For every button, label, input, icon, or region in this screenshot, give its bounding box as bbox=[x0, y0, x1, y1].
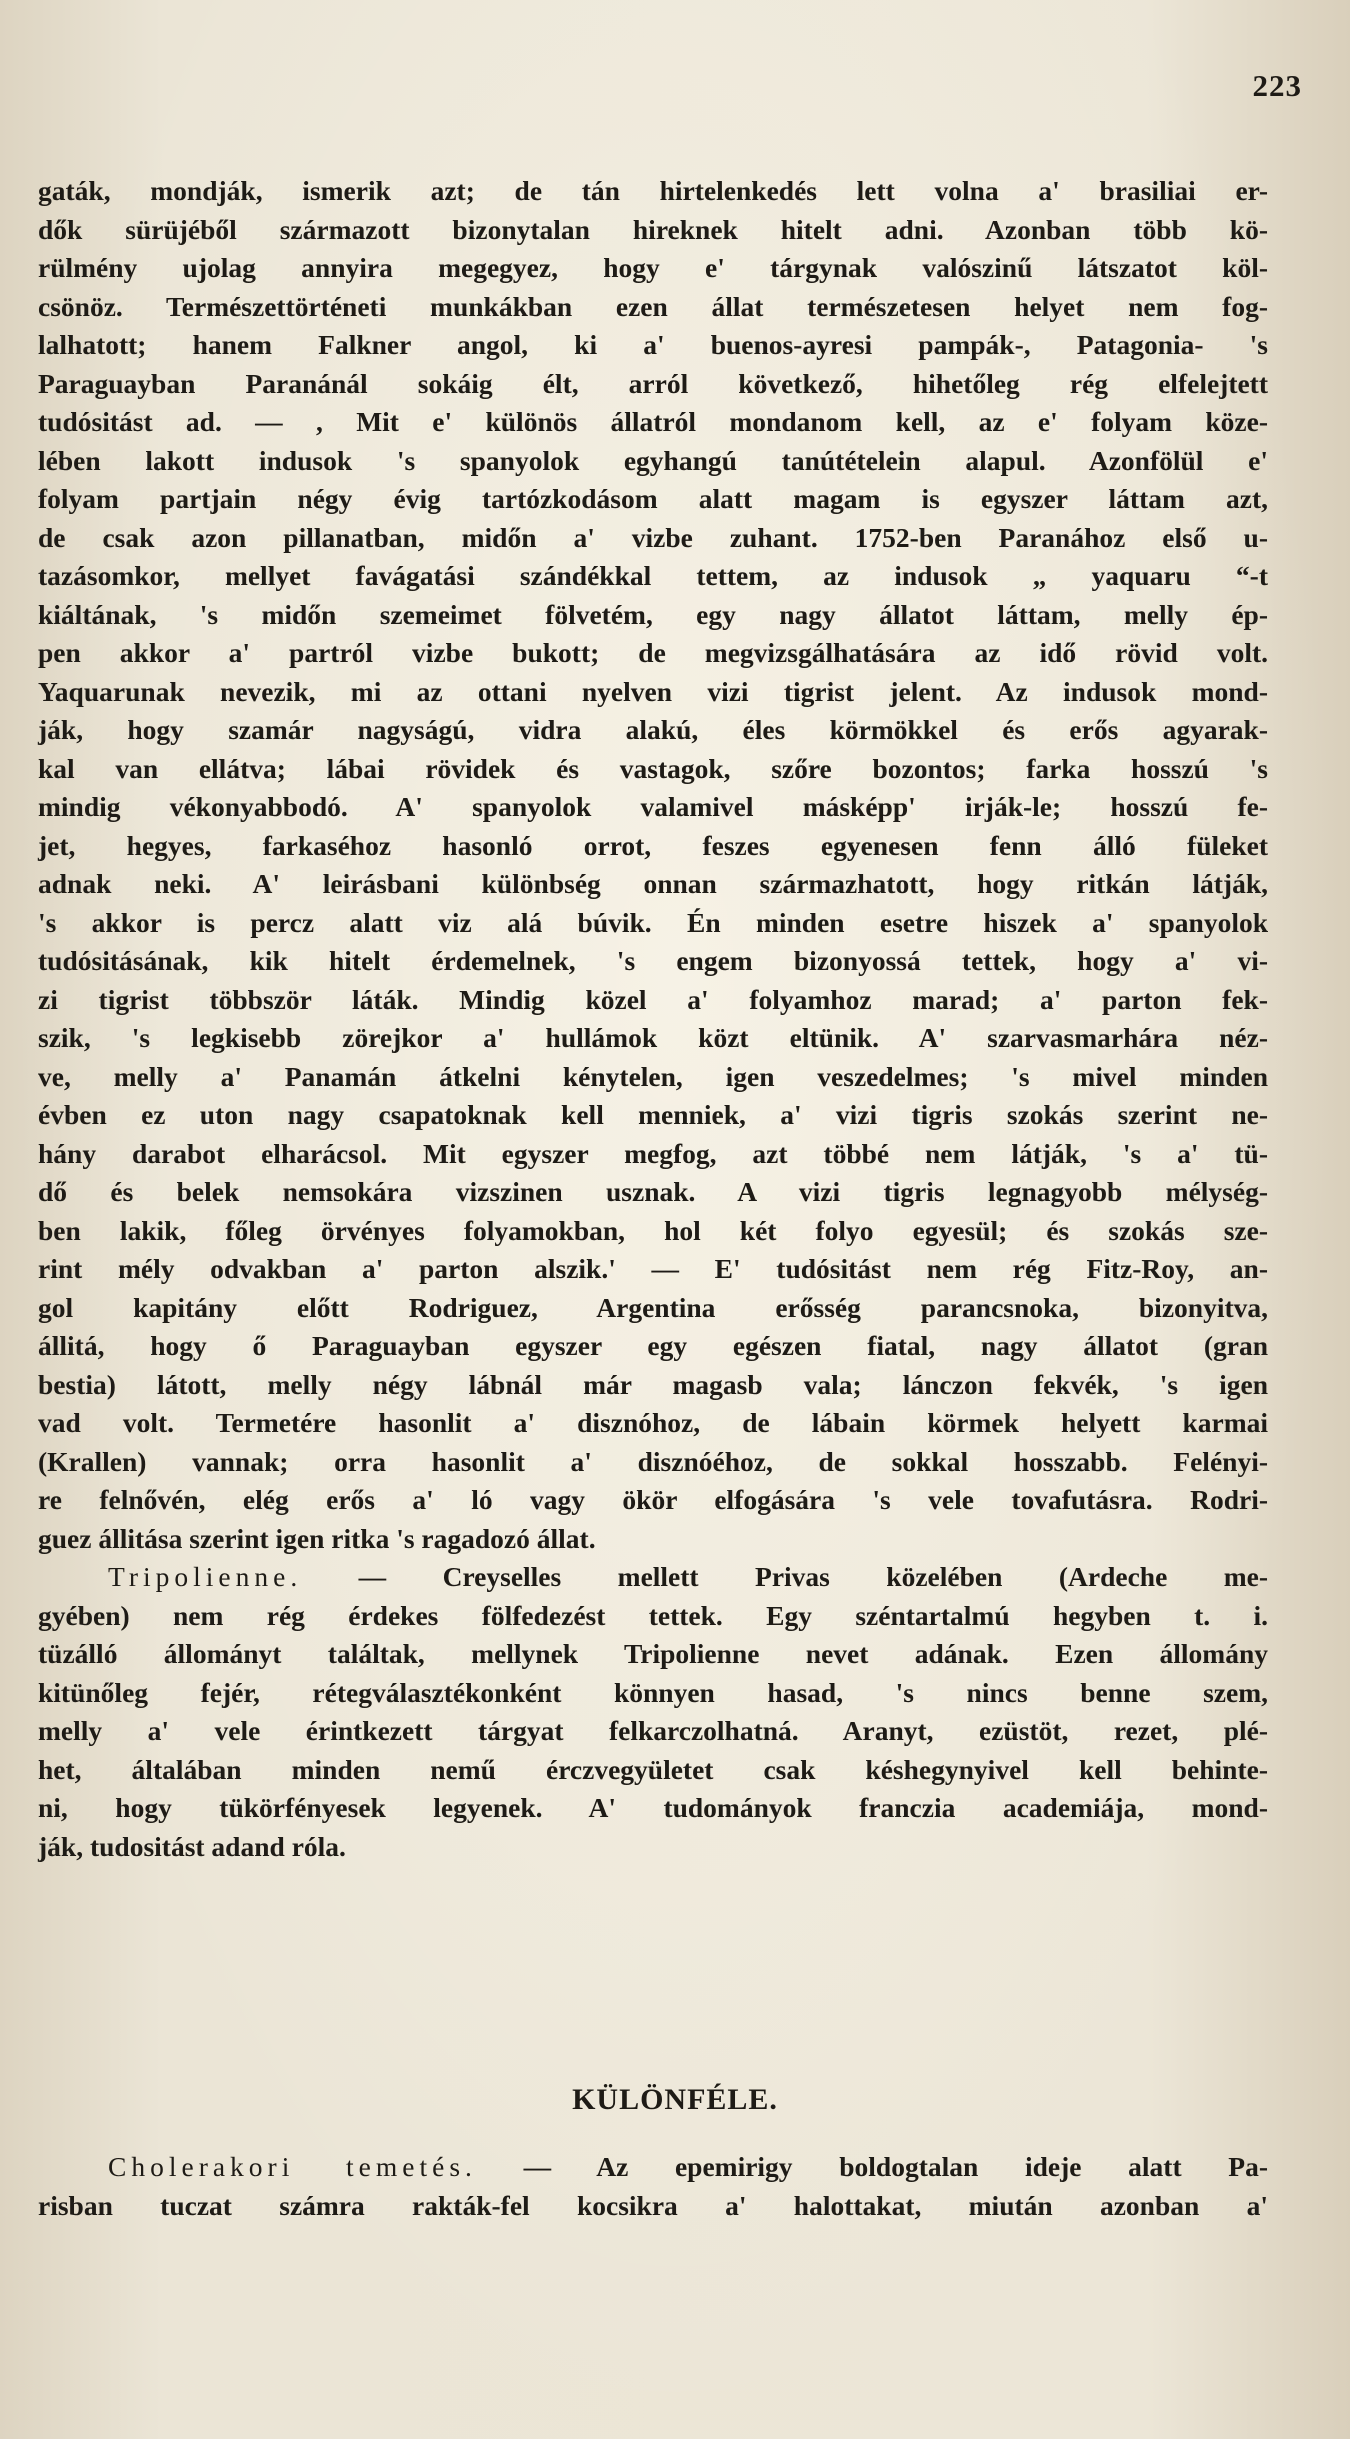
text-line: gaták, mondják, ismerik azt; de tán hirtelenkedés lett volna a' brasiliai er- bbox=[38, 175, 1268, 206]
main-text bbox=[38, 172, 1268, 1866]
section-heading: KÜLÖNFÉLE. bbox=[572, 2083, 778, 2116]
tripolienne-article bbox=[38, 1597, 1268, 1867]
text-line: ben lakik, főleg örvényes folyamokban, hol két folyo egyesül; és szokás sze- bbox=[38, 1214, 1268, 1246]
text-line: ják, tudositást adand róla. bbox=[38, 1830, 346, 1862]
text-line: hány darabot elharácsol. Mit egyszer megfog, azt többé nem látják, 's a' tü- bbox=[38, 1137, 1268, 1169]
text-line: szik, 's legkisebb zörejkor a' hullámok közt eltünik. A' szarvasmarhára néz- bbox=[38, 1022, 1268, 1053]
text-line: Paraguayban Paranánál sokáig élt, arról következő, hihetőleg rég elfelejtett bbox=[38, 367, 1268, 399]
text-line: tazásomkor, mellyet favágatási szándékkal tettem, az indusok „ yaquaru “-t bbox=[38, 560, 1268, 591]
text-line: ve, melly a' Panamán átkelni kénytelen, igen veszedelmes; 's mivel minden bbox=[38, 1060, 1268, 1092]
text-line: tudósitásának, kik hitelt érdemelnek, 's engem bizonyossá tettek, hogy a' vi- bbox=[38, 945, 1268, 976]
kulonfele-text bbox=[38, 2148, 1268, 2225]
text-line: állitá, hogy ő Paraguayban egyszer egy egészen fiatal, nagy állatot (gran bbox=[38, 1330, 1268, 1361]
text-line: zi tigrist többször láták. Mindig közel a' folyamhoz marad; a' parton fek- bbox=[38, 983, 1268, 1015]
text-line: vad volt. Termetére hasonlit a' disznóhoz, de lábain körmek helyett karmai bbox=[38, 1407, 1268, 1438]
cholera-article bbox=[38, 2187, 1268, 2226]
text-line: jet, hegyes, farkaséhoz hasonló orrot, feszes egyenesen fenn álló füleket bbox=[38, 829, 1268, 861]
text-line: 's akkor is percz alatt viz alá búvik. Én minden esetre hiszek a' spanyolok bbox=[38, 906, 1268, 938]
text-line: rülmény ujolag annyira megegyez, hogy e' tárgynak valószinű látszatot köl- bbox=[38, 252, 1268, 283]
text-line: het, általában minden nemű érczvegyületet csak késhegynyivel kell behinte- bbox=[38, 1753, 1268, 1785]
yaquaru-article bbox=[38, 172, 1268, 1558]
text-line: csönöz. Természettörténeti munkákban ezen állat természetesen helyet nem fog- bbox=[38, 290, 1268, 322]
text-line: mindig vékonyabbodó. A' spanyolok valamivel másképp' irják-le; hosszú fe- bbox=[38, 791, 1268, 822]
tripolienne-first-line bbox=[38, 1558, 1268, 1597]
page-number: 223 bbox=[1252, 68, 1302, 103]
text-line: bestia) látott, melly négy lábnál már magasb vala; lánczon fekvék, 's igen bbox=[38, 1368, 1268, 1400]
text-line: Yaquarunak nevezik, mi az ottani nyelven vizi tigrist jelent. Az indusok mond- bbox=[38, 675, 1268, 707]
text-line: adnak neki. A' leirásbani különbség onnan származhatott, hogy ritkán látják, bbox=[38, 868, 1268, 899]
text-line: kitünőleg fejér, rétegválasztékonként könnyen hasad, 's nincs benne szem, bbox=[38, 1676, 1268, 1708]
text-line: melly a' vele érintkezett tárgyat felkarczolhatná. Aranyt, ezüstöt, rezet, plé- bbox=[38, 1715, 1268, 1746]
tripolienne-title: Tripolienne. bbox=[108, 1561, 303, 1592]
text-line: gol kapitány előtt Rodriguez, Argentina erősség parancsnoka, bizonyitva, bbox=[38, 1291, 1268, 1323]
text-line: gyében) nem rég érdekes fölfedezést tettek. Egy széntartalmú hegyben t. i. bbox=[38, 1599, 1268, 1631]
text-line: guez állitása szerint igen ritka 's ragadozó állat. bbox=[38, 1522, 596, 1554]
cholera-title: Cholerakori temetés. bbox=[108, 2151, 477, 2182]
text-line: dő és belek nemsokára vizszinen usznak. A vizi tigris legnagyobb mélység- bbox=[38, 1176, 1268, 1207]
text-line: lalhatott; hanem Falkner angol, ki a' buenos-ayresi pampák-, Patagonia- 's bbox=[38, 329, 1268, 360]
text-line: folyam partjain négy évig tartózkodásom alatt magam is egyszer láttam azt, bbox=[38, 483, 1268, 514]
text-line: dők sürüjéből származott bizonytalan hireknek hitelt adni. Azonban több kö- bbox=[38, 213, 1268, 245]
cholera-first-line bbox=[38, 2148, 1268, 2187]
text-line: kiáltának, 's midőn szemeimet fölvetém, egy nagy állatot láttam, melly ép- bbox=[38, 598, 1268, 630]
text-line: de csak azon pillanatban, midőn a' vizbe zuhant. 1752-ben Paranához első u- bbox=[38, 521, 1268, 553]
text-line: ják, hogy szamár nagyságú, vidra alakú, éles körmökkel és erős agyarak- bbox=[38, 714, 1268, 745]
text-line: risban tuczat számra rakták-fel kocsikra a' halottakat, miután azonban a' bbox=[38, 2189, 1268, 2221]
text-line: évben ez uton nagy csapatoknak kell menniek, a' vizi tigris szokás szerint ne- bbox=[38, 1099, 1268, 1130]
text-line: lében lakott indusok 's spanyolok egyhangú tanútételein alapul. Azonfölül e' bbox=[38, 444, 1268, 476]
text-line: pen akkor a' partról vizbe bukott; de megvizsgálhatására az idő rövid volt. bbox=[38, 637, 1268, 668]
text-line: re felnővén, elég erős a' ló vagy ökör elfogására 's vele tovafutásra. Rodri- bbox=[38, 1484, 1268, 1515]
text-line: tüzálló állományt találtak, mellynek Tripolienne nevet adának. Ezen állomány bbox=[38, 1638, 1268, 1669]
text-line: ni, hogy tükörfényesek legyenek. A' tudományok franczia academiája, mond- bbox=[38, 1792, 1268, 1823]
cholera-first-line-text: — Az epemirigy boldogtalan ideje alatt Pa- bbox=[476, 2151, 1268, 2182]
text-line: rint mély odvakban a' parton alszik.' — E' tudósitást nem rég Fitz-Roy, an- bbox=[38, 1253, 1268, 1284]
text-line: kal van ellátva; lábai rövidek és vastagok, szőre bozontos; farka hosszú 's bbox=[38, 752, 1268, 784]
text-line: tudósitást ad. — , Mit e' különös állatról mondanom kell, az e' folyam köze- bbox=[38, 406, 1268, 437]
text-line: (Krallen) vannak; orra hasonlit a' disznóéhoz, de sokkal hosszabb. Felényi- bbox=[38, 1445, 1268, 1477]
tripolienne-first-line-text: — Creyselles mellett Privas közelében (Ardeche me- bbox=[302, 1561, 1268, 1592]
